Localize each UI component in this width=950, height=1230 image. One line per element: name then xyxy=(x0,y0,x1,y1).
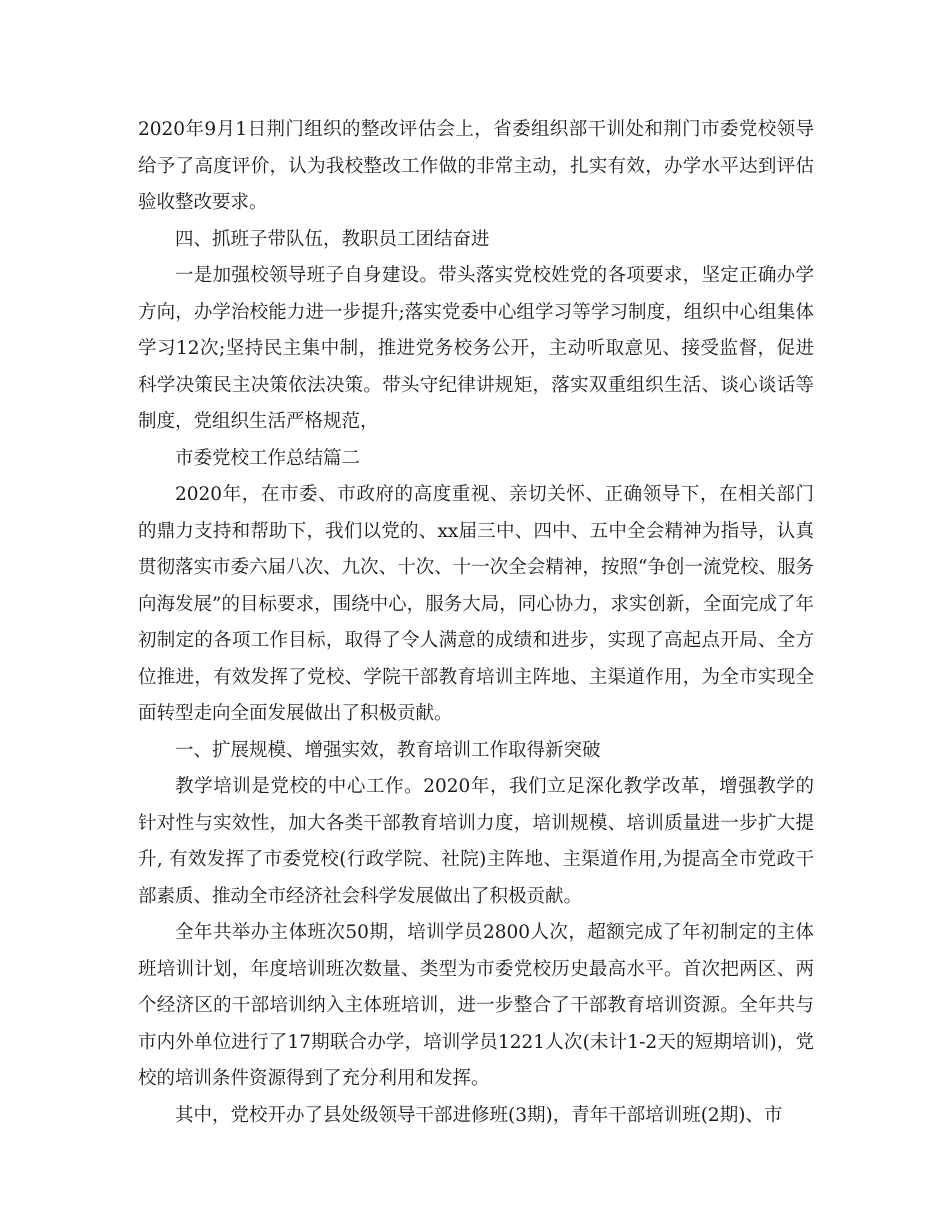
paragraph-training-stats: 全年共举办主体班次50期，培训学员2800人次，超额完成了年初制定的主体班培训计划，年度培训班次数量、类型为市委党校历史最高水平。首次把两区、两个经济区的干部培训纳入主体班培训，进一步整合了干部教育培训资源。全年共与市内外单位进行了17期联合办学，培训学员1221人次(未计1-2天的短期培训)，党校的培训条件资源得到了充分利用和发挥。 xyxy=(138,922,814,1089)
paragraph-teaching: 教学培训是党校的中心工作。2020年，我们立足深化教学改革，增强教学的针对性与实效性，加大各类干部教育培训力度，培训规模、培训质量进一步扩大提升, 有效发挥了市委党校(行政学院、社院)主阵地、主渠道作用,为提高全市党政干部素质、推动全市经济社会科学发展做出了积极贡献。 xyxy=(138,776,814,907)
heading-section-four: 四、抓班子带队伍，教职员工团结奋进 xyxy=(175,228,490,250)
paragraph-leadership: 一是加强校领导班子自身建设。带头落实党校姓党的各项要求，坚定正确办学方向，办学治校能力进一步提升;落实党委中心组学习等学习制度，组织中心组集体学习12次;坚持民主集中制，推进党务校务公开，主动听取意见、接受监督，促进科学决策民主决策依法决策。带头守纪律讲规矩，落实双重组织生活、谈心谈话等制度，党组织生活严格规范， xyxy=(138,265,814,432)
paragraph-overview-2020: 2020年，在市委、市政府的高度重视、亲切关怀、正确领导下，在相关部门的鼎力支持和帮助下，我们以党的、xx届三中、四中、五中全会精神为指导，认真贯彻落实市委六届八次、九次、十次、十一次全会精神，按照“争创一流党校、服务向海发展”的目标要求，围绕中心，服务大局，同心协力，求实创新，全面完成了年初制定的各项工作目标，取得了令人满意的成绩和进步，实现了高起点开局、全方位推进，有效发挥了党校、学院干部教育培训主阵地、主渠道作用，为全市实现全面转型走向全面发展做出了积极贡献。 xyxy=(138,484,814,724)
paragraph-classes: 其中，党校开办了县处级领导干部进修班(3期)，青年干部培训班(2期)、市 xyxy=(175,1104,783,1126)
heading-part-two: 市委党校工作总结篇二 xyxy=(175,447,361,469)
document-body xyxy=(138,112,814,1134)
paragraph-evaluation: 2020年9月1日荆门组织的整改评估会上，省委组织部干训处和荆门市委党校领导给予了高度评价，认为我校整改工作做的非常主动，扎实有效，办学水平达到评估验收整改要求。 xyxy=(138,119,814,213)
heading-section-one: 一、扩展规模、增强实效，教育培训工作取得新突破 xyxy=(175,739,601,761)
